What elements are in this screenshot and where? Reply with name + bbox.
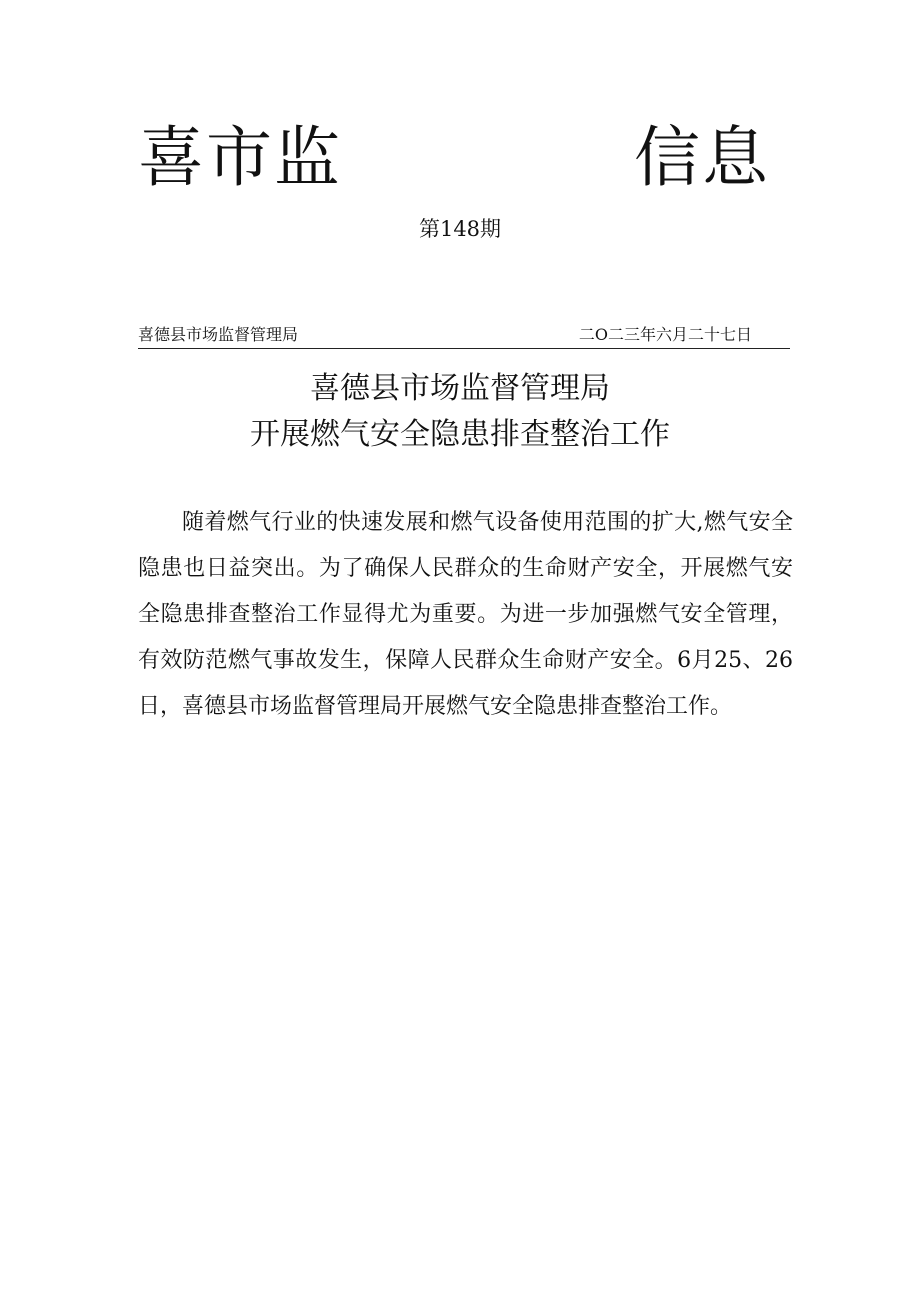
masthead (0, 118, 920, 198)
article-paragraph: 随着燃气行业的快速发展和燃气设备使用范围的扩大,燃气安全隐患也日益突出。为了确保人民群众的生命财产安全，开展燃气安全隐患排查整治工作显得尤为重要。为进一步加强燃气安全管理，有效防范燃气事故发生，保障人民群众生命财产安全。6月25、26日，喜德县市场监督管理局开展燃气安全隐患排查整治工作。 (138, 510, 793, 719)
issuer-name: 喜德县市场监督管理局 (138, 325, 299, 344)
article-headline (0, 366, 920, 458)
headline-line-2: 开展燃气安全隐患排查整治工作 (250, 417, 670, 452)
issuer-line (138, 322, 790, 349)
masthead-title-right: 信息 (634, 119, 770, 196)
issue-number: 第148期 (418, 217, 502, 241)
issue-date: 二O二三年六月二十七日 (578, 325, 752, 344)
masthead-title-left: 喜市监 (138, 119, 342, 196)
headline-line-1: 喜德县市场监督管理局 (310, 371, 610, 406)
